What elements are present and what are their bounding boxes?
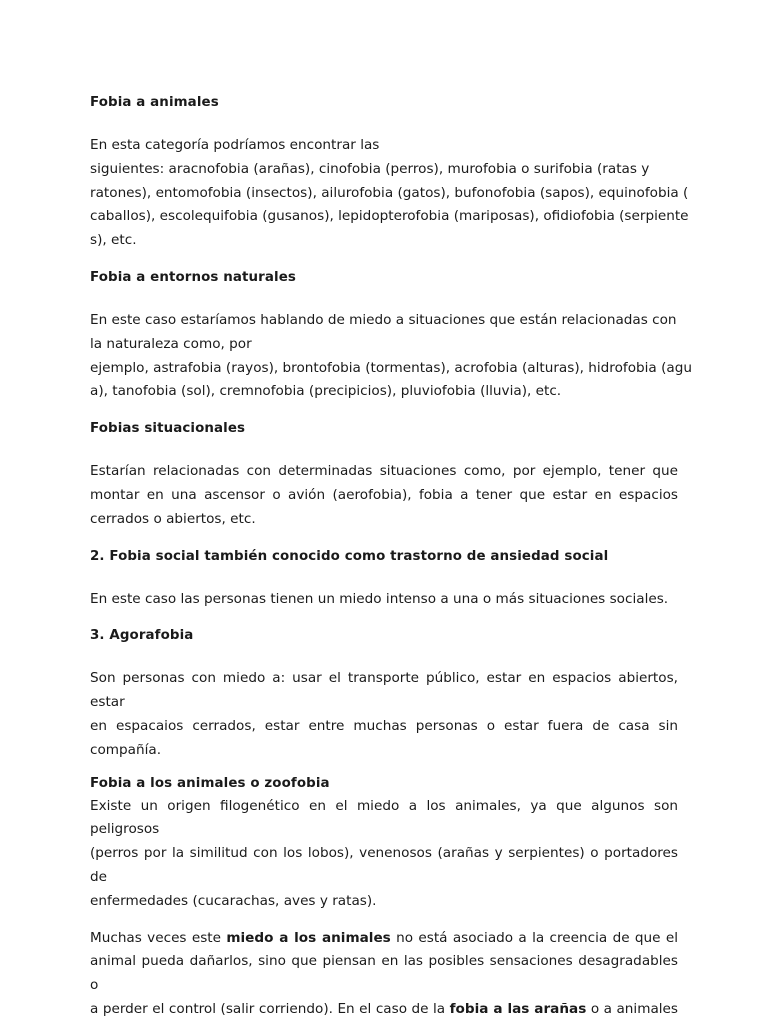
bold-phrase: miedo a los animales — [226, 929, 391, 946]
section-heading: 3. Agorafobia — [90, 628, 194, 644]
text-line — [90, 927, 678, 951]
text-line — [90, 998, 678, 1022]
text-line: la naturaleza como, por — [90, 335, 252, 352]
text-line: a), tanofobia (sol), cremnofobia (precipicios), pluviofobia (lluvia), etc. — [90, 383, 562, 400]
text-line: ratones), entomofobia (insectos), ailurofobia (gatos), bufonofobia (sapos), equinofobia ( — [90, 184, 689, 201]
text-line: enfermedades (cucarachas, aves y ratas). — [90, 892, 377, 909]
bold-phrase: fobia a las arañas — [449, 1000, 587, 1017]
paragraph — [90, 460, 678, 531]
text-line: En este caso estaríamos hablando de miedo a situaciones que están relacionadas con — [90, 311, 677, 328]
text-line: siguientes: aracnofobia (arañas), cinofobia (perros), murofobia o surifobia (ratas y — [90, 160, 650, 177]
text-line: montar en una ascensor o avión (aerofobia), fobia a tener que estar en espacios — [90, 486, 678, 503]
text-run: no está asociado a la creencia de que el — [390, 929, 678, 946]
text-line: (perros por la similitud con los lobos), venenosos (arañas y serpientes) o portadores de — [90, 845, 678, 885]
document-page — [90, 94, 692, 1022]
text-line: cerrados o abiertos, etc. — [90, 510, 256, 527]
text-line: ejemplo, astrafobia (rayos), brontofobia (tormentas), acrofobia (alturas), hidrofobia (agu — [90, 359, 692, 376]
text-line: En este caso las personas tienen un miedo intenso a una o más situaciones sociales. — [90, 590, 669, 607]
section-heading: Fobias situacionales — [90, 421, 246, 437]
paragraph — [90, 588, 678, 612]
section-heading: Fobia a los animales o zoofobia — [90, 775, 330, 791]
text-run: o a animales — [586, 1000, 678, 1017]
text-line: s), etc. — [90, 232, 137, 249]
paragraph — [90, 134, 689, 253]
paragraph — [90, 667, 678, 762]
text-line: compañía. — [90, 741, 162, 758]
paragraph — [90, 309, 692, 404]
section-heading: 2. Fobia social también conocido como trastorno de ansiedad social — [90, 548, 609, 564]
text-line: animal pueda dañarlos, sino que piensan en las posibles sensaciones desagradables o — [90, 953, 678, 994]
text-line: caballos), escolequifobia (gusanos), lepidopterofobia (mariposas), ofidiofobia (serpiente — [90, 208, 689, 225]
text-line: Existe un origen filogenético en el miedo a los animales, ya que algunos son peligrosos — [90, 797, 678, 838]
text-line: En esta categoría podríamos encontrar las — [90, 137, 380, 153]
paragraph — [90, 795, 678, 914]
text-run: a perder el control (salir corriendo). En el caso de la — [90, 1000, 450, 1017]
paragraph — [90, 927, 678, 1022]
text-line: Son personas con miedo a: usar el transporte público, estar en espacios abiertos, estar — [90, 670, 678, 711]
section-heading: Fobia a animales — [90, 95, 219, 110]
text-line: Estarían relacionadas con determinadas situaciones como, por ejemplo, tener que — [90, 463, 678, 480]
section-heading: Fobia a entornos naturales — [90, 269, 296, 285]
text-run: Muchas veces este — [90, 929, 227, 946]
text-line: en espacaios cerrados, estar entre muchas personas o estar fuera de casa sin — [90, 717, 678, 734]
